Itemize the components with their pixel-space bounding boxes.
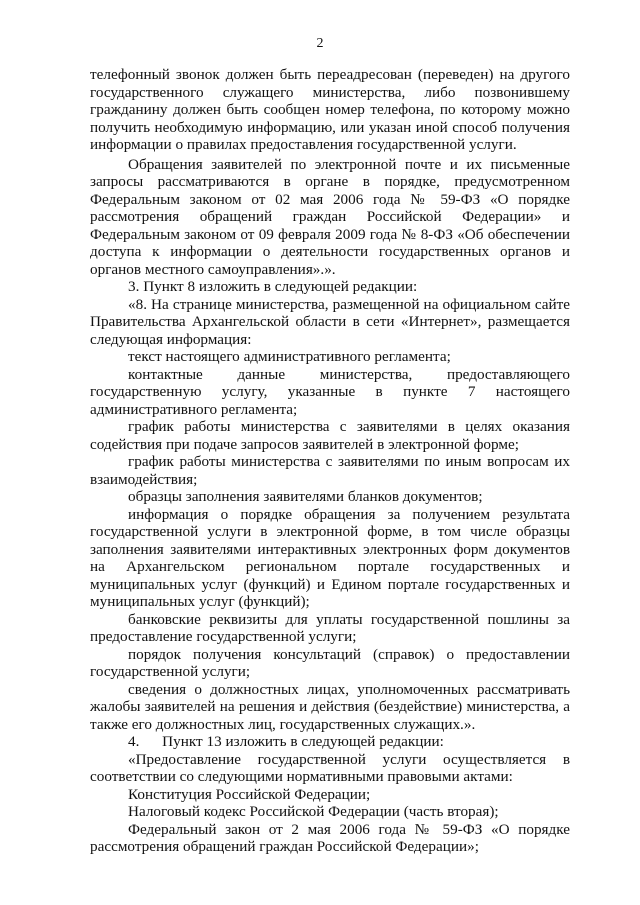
paragraph-point-8: «8. На странице министерства, размещенной на официальном сайте Правительства Архангельской области в сети «Интернет», размещается следующая информация: — [90, 295, 570, 348]
list-item-officials: сведения о должностных лицах, уполномоченных рассматривать жалобы заявителей на решения и действия (бездействие) министерства, а также его должностных лиц, государственных служащих.». — [90, 680, 570, 733]
list-item-tax-code: Налоговый кодекс Российской Федерации (часть вторая); — [128, 803, 499, 820]
paragraph-item-4: 4. Пункт 13 изложить в следующей редакции: — [128, 733, 444, 750]
paragraph-item-3: 3. Пункт 8 изложить в следующей редакции: — [128, 278, 418, 295]
list-item-schedule-electronic: график работы министерства с заявителями в целях оказания содействия при подаче запросов заявителей в электронной форме; — [90, 418, 570, 453]
paragraph-continuation: телефонный звонок должен быть переадресован (переведен) на другого государственного служащего министерства, либо позвонившему гражданину должен быть сообщен номер телефона, по которому можно получить необходимую информацию, или указан иной способ получения информации о правилах предоставления государственной услуги. — [90, 66, 570, 153]
document-body — [90, 66, 570, 856]
list-item-regulation-text: текст настоящего административного регламента; — [128, 348, 451, 365]
list-item-form-samples: образцы заполнения заявителями бланков документов; — [128, 488, 483, 505]
list-item-bank-details: банковские реквизиты для уплаты государственной пошлины за предоставление государственной услуги; — [90, 610, 570, 645]
paragraph-electronic-requests: Обращения заявителей по электронной почте и их письменные запросы рассматриваются в органе в порядке, предусмотренном Федеральным законом от 02 мая 2006 года № 59-ФЗ «О порядке рассмотрения обращений граждан Российской Федерации» и Федеральным законом от 09 февраля 2009 года № 8-ФЗ «Об обеспечении доступа к информации о деятельности государственных органов и органов местного самоуправления».». — [90, 155, 570, 278]
page-number: 2 — [316, 36, 324, 51]
list-item-electronic-procedure: информация о порядке обращения за получением результата государственной услуги в электронной форме, в том числе образцы заполнения заявителями интерактивных электронных форм документов на Архангельском региональном портале государственных и муниципальных услуг (функций) и Едином портале государственных и муниципальных услуг (функций); — [90, 505, 570, 610]
list-item-federal-law: Федеральный закон от 2 мая 2006 года № 59-ФЗ «О порядке рассмотрения обращений граждан Российской Федерации»; — [90, 820, 570, 855]
list-item-contact-data: контактные данные министерства, предоставляющего государственную услугу, указанные в пункте 7 настоящего административного регламента; — [90, 365, 570, 418]
list-item-constitution: Конституция Российской Федерации; — [128, 785, 371, 803]
list-item-schedule-other: график работы министерства с заявителями по иным вопросам их взаимодействия; — [90, 453, 570, 488]
paragraph-legal-basis: «Предоставление государственной услуги осуществляется в соответствии со следующими нормативными правовыми актами: — [90, 750, 570, 785]
list-item-consultations: порядок получения консультаций (справок) о предоставлении государственной услуги; — [90, 645, 570, 680]
